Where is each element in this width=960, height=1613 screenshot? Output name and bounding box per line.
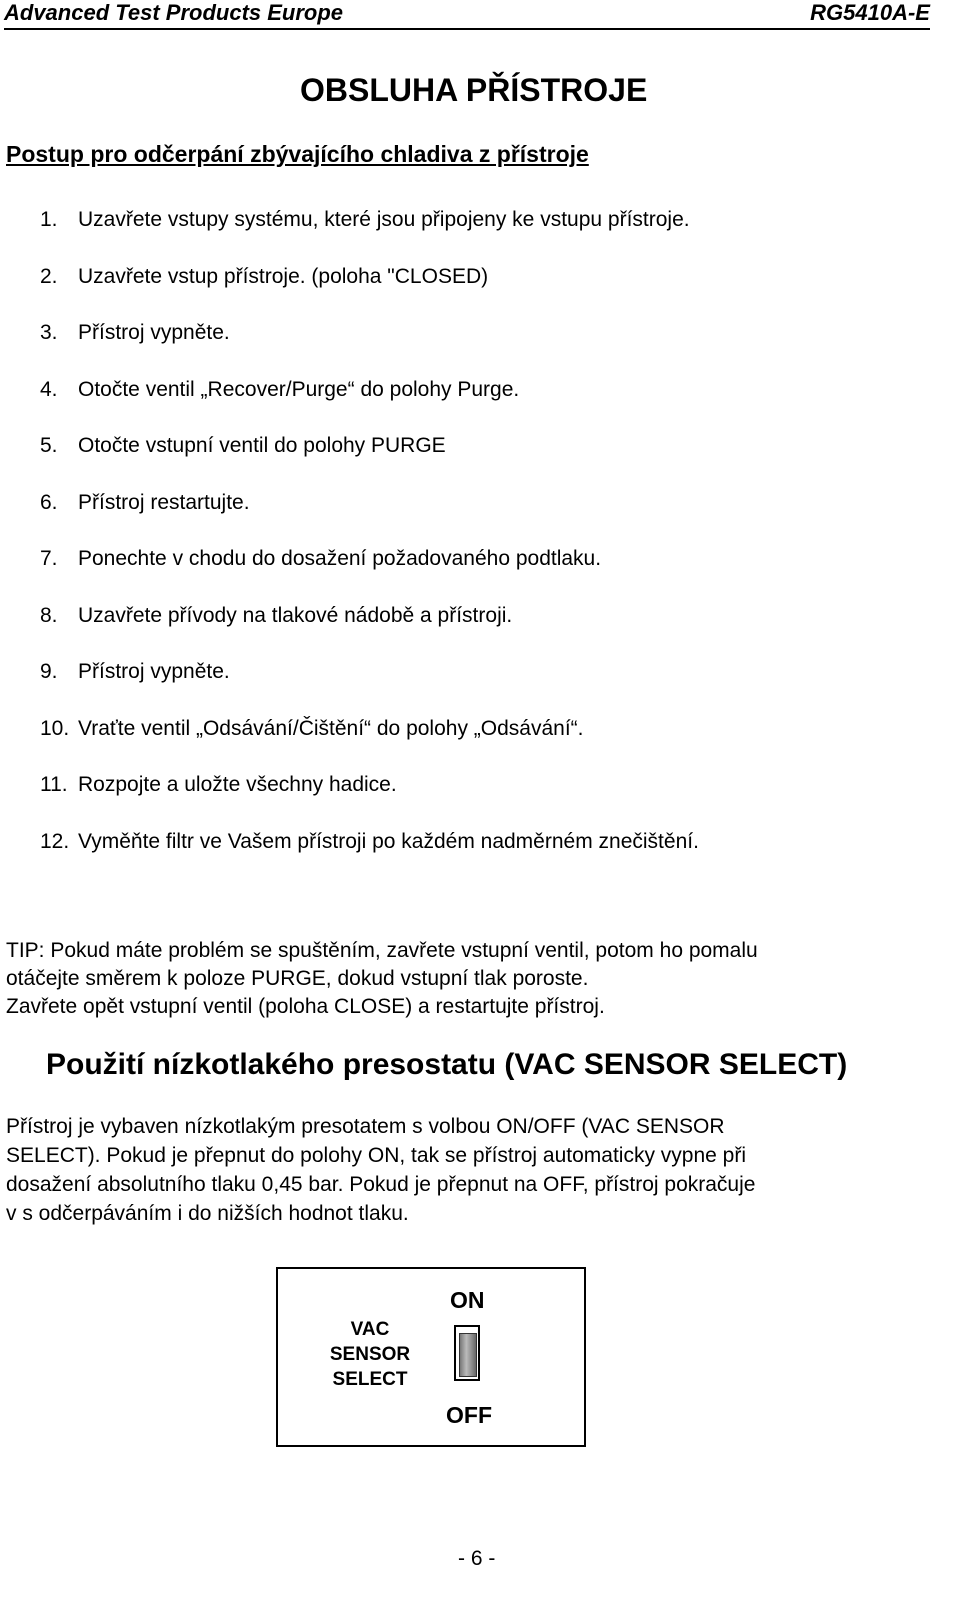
step-number: 11. bbox=[40, 773, 68, 796]
step-number: 12. bbox=[40, 830, 70, 853]
switch-off-label: OFF bbox=[446, 1402, 492, 1428]
step-text: Vraťte ventil „Odsávání/Čištění“ do polohy „Odsávání“. bbox=[78, 717, 584, 740]
vac-switch-diagram bbox=[276, 1267, 586, 1447]
step-number: 3. bbox=[40, 321, 58, 344]
page-title: OBSLUHA PŘÍSTROJE bbox=[300, 72, 648, 108]
step-number: 10. bbox=[40, 717, 70, 740]
header-model: RG5410A-E bbox=[810, 0, 930, 25]
vac-description-line: dosažení absolutního tlaku 0,45 bar. Pokud je přepnut na OFF, přístroj pokračuje bbox=[6, 1173, 756, 1196]
step-text: Přístroj restartujte. bbox=[78, 491, 250, 514]
toggle-switch-icon bbox=[454, 1325, 480, 1381]
step-number: 9. bbox=[40, 660, 58, 683]
step-text: Přístroj vypněte. bbox=[78, 660, 230, 683]
section-title: Postup pro odčerpání zbývajícího chladiva z přístroje bbox=[6, 141, 589, 167]
tip-line: TIP: Pokud máte problém se spuštěním, zavřete vstupní ventil, potom ho pomalu bbox=[6, 939, 758, 962]
step-text: Rozpojte a uložte všechny hadice. bbox=[78, 773, 397, 796]
step-text: Uzavřete vstup přístroje. (poloha "CLOSED) bbox=[78, 265, 489, 288]
step-number: 7. bbox=[40, 547, 58, 570]
step-number: 4. bbox=[40, 378, 58, 401]
step-text: Přístroj vypněte. bbox=[78, 321, 230, 344]
step-number: 8. bbox=[40, 604, 58, 627]
step-number: 2. bbox=[40, 265, 58, 288]
page-number: - 6 - bbox=[458, 1547, 496, 1570]
step-number: 5. bbox=[40, 434, 58, 457]
tip-line: Zavřete opět vstupní ventil (poloha CLOSE) a restartujte přístroj. bbox=[6, 995, 605, 1018]
vac-switch-label bbox=[320, 1317, 420, 1392]
toggle-knob bbox=[459, 1333, 477, 1377]
vac-description-line: SELECT). Pokud je přepnut do polohy ON, tak se přístroj automaticky vypne při bbox=[6, 1144, 747, 1167]
vac-switch-label-line: VAC bbox=[350, 1319, 390, 1340]
tip-paragraph bbox=[6, 937, 906, 1021]
step-text: Otočte vstupní ventil do polohy PURGE bbox=[78, 434, 446, 457]
vac-switch-label-line: SENSOR bbox=[329, 1344, 411, 1365]
switch-on-label: ON bbox=[450, 1287, 485, 1313]
step-text: Uzavřete přívody na tlakové nádobě a přístroji. bbox=[78, 604, 513, 627]
vac-description bbox=[6, 1112, 906, 1228]
step-text: Otočte ventil „Recover/Purge“ do polohy Purge. bbox=[78, 378, 520, 401]
vac-description-line: Přístroj je vybaven nízkotlakým presotatem s volbou ON/OFF (VAC SENSOR bbox=[6, 1115, 725, 1138]
step-number: 1. bbox=[40, 208, 58, 231]
header-company: Advanced Test Products Europe bbox=[4, 0, 344, 25]
vac-description-line: v s odčerpáváním i do nižších hodnot tlaku. bbox=[6, 1202, 409, 1225]
vac-section-title: Použití nízkotlakého presostatu (VAC SENSOR SELECT) bbox=[46, 1048, 848, 1081]
vac-switch-label-line: SELECT bbox=[332, 1369, 408, 1390]
step-text: Uzavřete vstupy systému, které jsou připojeny ke vstupu přístroje. bbox=[78, 208, 690, 231]
tip-line: otáčejte směrem k poloze PURGE, dokud vstupní tlak poroste. bbox=[6, 967, 589, 990]
header-divider bbox=[4, 28, 930, 30]
step-text: Vyměňte filtr ve Vašem přístroji po každém nadměrném znečištění. bbox=[78, 830, 699, 853]
step-text: Ponechte v chodu do dosažení požadovaného podtlaku. bbox=[78, 547, 602, 570]
step-number: 6. bbox=[40, 491, 58, 514]
